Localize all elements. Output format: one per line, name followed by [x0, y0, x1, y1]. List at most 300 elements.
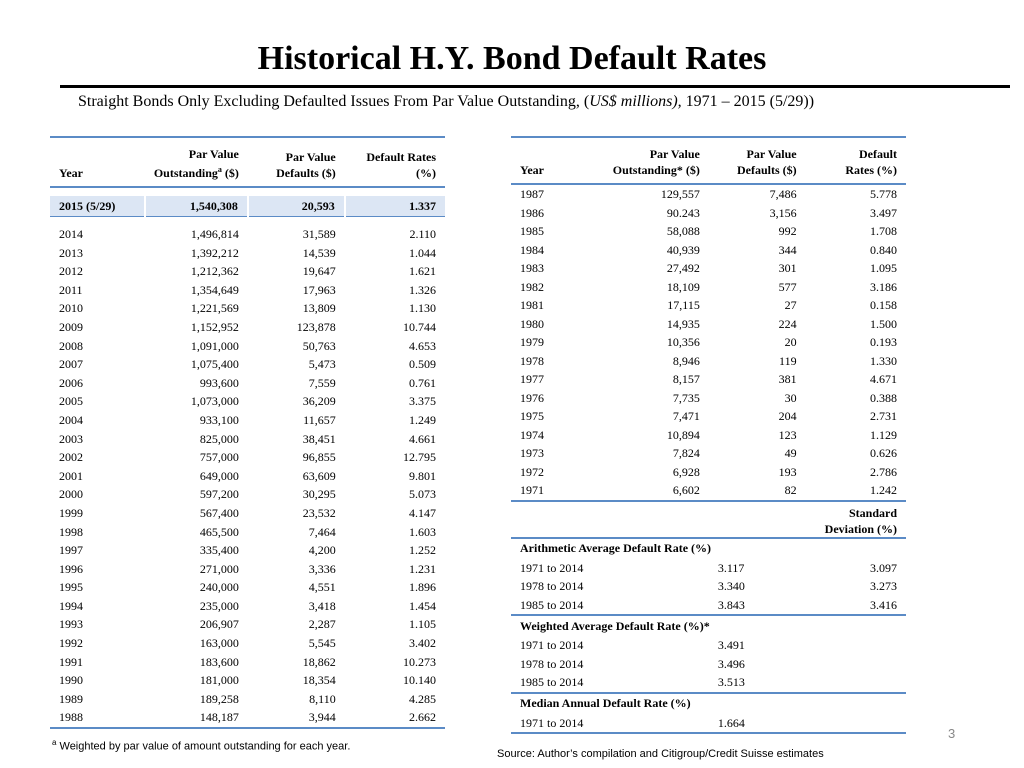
cell-outstanding: 757,000 — [199, 450, 239, 465]
cell-rate: 0.509 — [409, 357, 436, 372]
cell-value: 3.491 — [717, 638, 745, 652]
left-table-header — [50, 137, 445, 187]
cell-defaults: 4,551 — [308, 580, 336, 595]
cell-outstanding: 40,939 — [666, 242, 700, 257]
table-row — [511, 241, 906, 260]
table-row — [50, 225, 445, 244]
cell-outstanding: 10,894 — [666, 427, 700, 442]
cell-outstanding: 90.243 — [666, 205, 700, 220]
cell-defaults: 50,763 — [302, 338, 336, 353]
cell-outstanding: 1,212,362 — [190, 264, 239, 279]
cell-defaults: 119 — [779, 353, 797, 368]
col-header-default-rates-top: Default — [859, 147, 897, 161]
col-header-par-outstanding-bottom: Outstanding* ($) — [612, 163, 700, 177]
col-header-year: Year — [59, 166, 83, 180]
cell-defaults: 49 — [784, 446, 797, 460]
cell-outstanding: 189,258 — [199, 691, 239, 706]
cell-defaults: 18,862 — [302, 654, 336, 669]
cell-outstanding: 8,946 — [672, 353, 700, 368]
cell-rate: 1.621 — [409, 264, 436, 279]
cell-outstanding: 206,907 — [199, 617, 239, 632]
arithmetic-average-row — [511, 577, 906, 596]
cell-outstanding: 271,000 — [199, 561, 239, 576]
cell-defaults: 992 — [778, 224, 797, 238]
cell-outstanding: 465,500 — [199, 524, 239, 539]
highlight-row — [50, 196, 445, 217]
cell-outstanding: 6,602 — [604, 481, 709, 501]
cell-rate: 4.285 — [409, 691, 436, 706]
cell-year: 2003 — [59, 431, 83, 446]
cell-defaults: 36,209 — [302, 394, 336, 409]
cell-outstanding: 933,100 — [199, 412, 239, 427]
cell-defaults: 123 — [778, 427, 797, 442]
table-row — [50, 337, 445, 356]
cell-rate: 0.193 — [870, 335, 897, 349]
table-row — [511, 481, 906, 501]
cell-year: 1993 — [59, 617, 83, 632]
table-row — [50, 467, 445, 486]
cell-year: 2005 — [59, 394, 83, 409]
cell-period: 1985 to 2014 — [511, 596, 709, 616]
cell-defaults: 20 — [784, 335, 797, 349]
empty-cell — [806, 655, 906, 674]
weighted-average-row — [511, 673, 906, 693]
cell-value: 3.843 — [709, 596, 806, 616]
cell-outstanding: 825,000 — [199, 431, 239, 446]
cell-year: 1973 — [520, 446, 544, 460]
cell-defaults: 3,418 — [308, 598, 336, 613]
cell-year: 1989 — [59, 691, 83, 706]
cell-rate: 1.330 — [870, 353, 897, 368]
subtitle-suffix: 1971 – 2015 (5/29)) — [681, 93, 815, 110]
cell-year: 2009 — [59, 319, 83, 334]
col-header-par-defaults-bottom: Defaults ($) — [276, 166, 336, 180]
cell-rate: 5.073 — [409, 487, 436, 502]
cell-outstanding: 1,354,649 — [190, 282, 239, 297]
cell-year: 2008 — [59, 338, 83, 353]
cell-defaults: 14,539 — [302, 245, 336, 260]
std-dev-header — [806, 501, 906, 538]
cell-year: 1994 — [59, 598, 83, 613]
cell-year: 2002 — [59, 450, 83, 465]
table-row — [50, 708, 445, 728]
table-row — [511, 296, 906, 315]
table-row — [511, 278, 906, 297]
col-header-default-rates-top: Default Rates — [366, 150, 436, 164]
cell-defaults: 224 — [778, 316, 797, 331]
cell-defaults: 23,532 — [302, 505, 336, 520]
subtitle-prefix: Straight Bonds Only Excluding Defaulted Issues From Par Value Outstanding, ( — [78, 93, 590, 110]
cell-outstanding: 129,557 — [660, 187, 700, 201]
cell-year: 1988 — [50, 708, 145, 728]
subtitle-italic: US$ millions), — [589, 93, 682, 110]
cell-defaults: 3,156 — [769, 205, 797, 220]
col-header-par-defaults-bottom: Defaults ($) — [736, 163, 797, 177]
cell-outstanding: 235,000 — [199, 598, 239, 613]
left-default-table — [50, 136, 445, 729]
cell-outstanding: 335,400 — [199, 543, 239, 558]
table-row — [511, 204, 906, 223]
table-row — [50, 281, 445, 300]
cell-outstanding: 7,824 — [672, 446, 700, 460]
cell-defaults: 3,944 — [248, 708, 345, 728]
cell-period: 1978 to 2014 — [520, 656, 584, 671]
table-row — [511, 389, 906, 408]
footnote-marker: a — [52, 738, 57, 747]
cell-outstanding: 7,471 — [672, 409, 700, 423]
spacer-row — [50, 187, 445, 196]
cell-rate: 10.273 — [403, 654, 436, 669]
cell-std-dev: 3.097 — [870, 560, 897, 575]
cell-outstanding: 1,392,212 — [190, 245, 239, 260]
cell-rate: 1.249 — [409, 412, 436, 427]
cell-defaults: 344 — [778, 242, 797, 257]
table-row — [511, 426, 906, 445]
cell-defaults: 8,110 — [309, 691, 336, 706]
cell-rate: 10.140 — [403, 673, 436, 688]
cell-year: 2013 — [59, 245, 83, 260]
cell-rate: 1.500 — [870, 316, 897, 331]
cell-rate: 2.110 — [409, 227, 436, 241]
cell-rate: 2.786 — [870, 464, 897, 479]
median-annual-label-row — [511, 693, 906, 714]
table-row — [50, 671, 445, 690]
cell-year: 2015 (5/29) — [50, 196, 145, 217]
cell-rate: 1.326 — [409, 282, 436, 297]
cell-defaults: 577 — [778, 279, 797, 294]
table-row — [50, 597, 445, 616]
cell-rate: 1.337 — [345, 196, 445, 217]
cell-defaults: 30 — [784, 390, 797, 405]
cell-year: 1998 — [59, 524, 83, 539]
table-row — [50, 485, 445, 504]
cell-defaults: 4,200 — [308, 543, 336, 558]
cell-rate: 3.402 — [409, 636, 436, 651]
cell-outstanding: 183,600 — [199, 654, 239, 669]
cell-year: 2001 — [59, 468, 83, 483]
cell-defaults: 7,464 — [308, 524, 336, 539]
col-header-par-defaults-top: Par Value — [285, 150, 336, 164]
cell-defaults: 2,287 — [308, 617, 336, 632]
col-header-par-outstanding — [604, 137, 709, 184]
table-row — [50, 504, 445, 523]
cell-outstanding: 10,356 — [666, 335, 700, 349]
cell-value: 1.664 — [709, 714, 806, 734]
cell-rate: 4.653 — [409, 338, 436, 353]
table-row — [50, 448, 445, 467]
table-row — [50, 523, 445, 542]
weighted-average-row — [511, 655, 906, 674]
cell-defaults: 20,593 — [248, 196, 345, 217]
cell-rate: 1.708 — [870, 224, 897, 238]
cell-year: 2004 — [59, 412, 83, 427]
cell-rate: 4.147 — [409, 505, 436, 520]
cell-outstanding: 181,000 — [199, 673, 239, 688]
cell-defaults: 63,609 — [302, 468, 336, 483]
cell-year: 1979 — [520, 335, 544, 349]
table-row — [50, 355, 445, 374]
cell-defaults: 5,545 — [308, 636, 336, 651]
cell-year: 1997 — [59, 543, 83, 558]
std-dev-header-top: Standard — [848, 505, 897, 520]
cell-defaults: 18,354 — [302, 673, 336, 688]
cell-outstanding: 6,928 — [672, 464, 700, 479]
cell-rate: 1.252 — [409, 543, 436, 558]
cell-rate: 1.603 — [409, 524, 436, 539]
cell-defaults: 11,657 — [303, 412, 336, 427]
title-divider — [60, 85, 1010, 88]
cell-outstanding: 1,152,952 — [190, 319, 239, 334]
cell-year: 1995 — [59, 580, 83, 595]
cell-defaults: 17,963 — [302, 282, 336, 297]
cell-outstanding: 8,157 — [672, 372, 700, 386]
cell-defaults: 193 — [778, 464, 797, 479]
cell-period: 1985 to 2014 — [511, 673, 709, 693]
table-row — [50, 374, 445, 393]
median-annual-row — [511, 714, 906, 734]
cell-year: 1975 — [520, 409, 544, 423]
cell-outstanding: 567,400 — [199, 505, 239, 520]
cell-rate: 0.761 — [409, 375, 436, 390]
cell-rate: 4.661 — [409, 431, 436, 446]
cell-outstanding: 1,091,000 — [190, 338, 239, 353]
cell-rate: 12.795 — [403, 450, 436, 465]
cell-outstanding: 18,109 — [666, 279, 700, 294]
table-row — [50, 653, 445, 672]
cell-year: 1983 — [520, 261, 544, 275]
table-row — [50, 244, 445, 263]
col-header-default-rates-bottom: (%) — [416, 166, 436, 180]
cell-outstanding: 1,221,569 — [190, 301, 239, 316]
cell-value: 3.496 — [717, 656, 745, 671]
cell-year: 1974 — [520, 427, 544, 442]
cell-rate: 0.158 — [870, 298, 897, 312]
cell-defaults: 7,486 — [769, 187, 797, 201]
arithmetic-average-row — [511, 559, 906, 578]
cell-rate: 1.231 — [409, 561, 436, 576]
cell-year: 1977 — [520, 372, 544, 386]
col-header-par-defaults — [709, 137, 806, 184]
cell-defaults: 204 — [778, 409, 797, 423]
cell-rate: 4.671 — [870, 372, 897, 386]
col-header-par-outstanding-bottom: Outstanding — [153, 166, 218, 180]
cell-outstanding: 27,492 — [666, 261, 700, 275]
median-annual-label: Median Annual Default Rate (%) — [511, 693, 906, 714]
weighted-average-label: Weighted Average Default Rate (%)* — [511, 615, 906, 636]
table-row — [50, 392, 445, 411]
cell-value: 3.340 — [717, 579, 745, 593]
footnote — [52, 738, 350, 753]
cell-outstanding: 993,600 — [199, 375, 239, 390]
cell-outstanding: 1,496,814 — [190, 227, 239, 241]
cell-outstanding: 14,935 — [666, 316, 700, 331]
col-header-year: Year — [520, 163, 544, 177]
cell-defaults: 19,647 — [302, 264, 336, 279]
cell-defaults: 31,589 — [302, 227, 336, 241]
std-dev-header-bottom: Deviation (%) — [824, 521, 897, 536]
table-row — [50, 299, 445, 318]
cell-rate: 3.186 — [870, 279, 897, 294]
cell-outstanding: 17,115 — [667, 298, 700, 312]
col-header-superscript: a — [217, 165, 222, 174]
cell-period: 1971 to 2014 — [520, 560, 584, 575]
cell-rate: 0.840 — [870, 242, 897, 257]
table-row — [511, 184, 906, 204]
cell-defaults: 5,473 — [308, 357, 336, 372]
cell-defaults: 96,855 — [302, 450, 336, 465]
source-note: Source: Author’s compilation and Citigroup/Credit Suisse estimates — [497, 748, 824, 760]
cell-rate: 1.454 — [409, 598, 436, 613]
cell-year: 1985 — [520, 224, 544, 238]
cell-year: 1987 — [520, 187, 544, 201]
arithmetic-average-label: Arithmetic Average Default Rate (%) — [511, 538, 906, 559]
footnote-text: Weighted by par value of amount outstanding for each year. — [56, 740, 351, 753]
cell-year: 2012 — [59, 264, 83, 279]
cell-rate: 0.626 — [870, 446, 897, 460]
cell-rate: 5.778 — [870, 187, 897, 201]
col-header-par-defaults-top: Par Value — [746, 147, 797, 161]
table-row — [511, 222, 906, 241]
cell-defaults: 27 — [784, 298, 797, 312]
empty-cell — [806, 636, 906, 655]
cell-outstanding: 58,088 — [666, 224, 700, 238]
empty-cell — [511, 501, 806, 538]
cell-year: 1978 — [520, 353, 544, 368]
page-title: Historical H.Y. Bond Default Rates — [257, 40, 767, 77]
cell-rate: 3.497 — [870, 205, 897, 220]
weighted-average-label-row — [511, 615, 906, 636]
table-row — [50, 578, 445, 597]
cell-std-dev: 3.273 — [870, 579, 897, 593]
table-row — [511, 259, 906, 278]
cell-period: 1971 to 2014 — [520, 638, 584, 652]
cell-year: 1980 — [520, 316, 544, 331]
page-number: 3 — [948, 726, 956, 741]
cell-outstanding: 1,075,400 — [190, 357, 239, 372]
cell-outstanding: 7,735 — [672, 390, 700, 405]
cell-outstanding: 240,000 — [199, 580, 239, 595]
table-row — [50, 411, 445, 430]
cell-rate: 9.801 — [409, 468, 436, 483]
cell-outstanding: 649,000 — [199, 468, 239, 483]
empty-cell — [806, 673, 906, 693]
arithmetic-average-label-row — [511, 538, 906, 559]
cell-rate: 1.095 — [870, 261, 897, 275]
col-header-par-outstanding-top: Par Value — [188, 147, 239, 161]
cell-defaults: 13,809 — [302, 301, 336, 316]
col-header-default-rates — [345, 137, 445, 187]
table-row — [50, 262, 445, 281]
cell-defaults: 381 — [778, 372, 797, 386]
col-header-default-rates — [806, 137, 906, 184]
cell-defaults: 301 — [778, 261, 797, 275]
cell-rate: 1.896 — [409, 580, 436, 595]
cell-defaults: 123,878 — [296, 319, 336, 334]
cell-rate: 1.130 — [409, 301, 436, 316]
cell-year: 2007 — [59, 357, 83, 372]
cell-value: 3.513 — [709, 673, 806, 693]
cell-rate: 1.044 — [409, 245, 436, 260]
table-row — [50, 615, 445, 634]
table-row — [511, 444, 906, 463]
cell-defaults: 82 — [709, 481, 806, 501]
cell-outstanding: 148,187 — [145, 708, 248, 728]
table-row — [511, 315, 906, 334]
cell-year: 1984 — [520, 242, 544, 257]
cell-year: 2006 — [59, 375, 83, 390]
std-dev-header-row — [511, 501, 906, 538]
col-header-par-outstanding-unit: ($) — [221, 166, 239, 180]
table-row — [511, 333, 906, 352]
page-subtitle — [78, 92, 1018, 112]
cell-rate: 2.731 — [870, 409, 897, 423]
cell-year: 1990 — [59, 673, 83, 688]
cell-period: 1971 to 2014 — [511, 714, 709, 734]
cell-year: 1991 — [59, 654, 83, 669]
cell-rate: 1.129 — [870, 427, 897, 442]
cell-rate: 1.242 — [806, 481, 906, 501]
table-row — [511, 463, 906, 482]
cell-std-dev: 3.416 — [806, 596, 906, 616]
cell-period: 1978 to 2014 — [520, 579, 584, 593]
cell-rate: 0.388 — [870, 390, 897, 405]
cell-year: 1972 — [520, 464, 544, 479]
cell-outstanding: 1,073,000 — [190, 394, 239, 409]
empty-cell — [806, 714, 906, 734]
cell-rate: 10.744 — [403, 319, 436, 334]
cell-outstanding: 163,000 — [199, 636, 239, 651]
table-row — [50, 560, 445, 579]
cell-year: 2011 — [59, 282, 83, 297]
cell-year: 1992 — [59, 636, 83, 651]
col-header-par-defaults — [248, 137, 345, 187]
table-row — [511, 370, 906, 389]
cell-year: 1996 — [59, 561, 83, 576]
table-row — [50, 541, 445, 560]
cell-rate: 3.375 — [409, 394, 436, 409]
cell-year: 2010 — [59, 301, 83, 316]
cell-year: 1986 — [520, 205, 544, 220]
cell-defaults: 3,336 — [308, 561, 336, 576]
cell-defaults: 7,559 — [308, 375, 336, 390]
cell-defaults: 30,295 — [302, 487, 336, 502]
cell-year: 1976 — [520, 390, 544, 405]
col-header-par-outstanding-top: Par Value — [649, 147, 700, 161]
cell-value: 3.117 — [717, 560, 745, 575]
cell-year: 1982 — [520, 279, 544, 294]
cell-rate: 1.105 — [409, 617, 436, 632]
right-default-table — [511, 136, 906, 734]
table-row — [511, 352, 906, 371]
spacer-row — [50, 217, 445, 226]
table-row — [50, 430, 445, 449]
cell-year: 1971 — [511, 481, 604, 501]
arithmetic-average-row — [511, 596, 906, 616]
cell-year: 2000 — [59, 487, 83, 502]
cell-outstanding: 597,200 — [199, 487, 239, 502]
cell-year: 1999 — [59, 505, 83, 520]
col-header-par-outstanding — [145, 137, 248, 187]
cell-defaults: 38,451 — [302, 431, 336, 446]
cell-outstanding: 1,540,308 — [145, 196, 248, 217]
cell-year: 1981 — [520, 298, 544, 312]
table-row — [50, 318, 445, 337]
col-header-default-rates-bottom: Rates (%) — [845, 163, 897, 177]
right-table-header — [511, 137, 906, 184]
cell-year: 2014 — [59, 227, 83, 241]
cell-rate: 2.662 — [345, 708, 445, 728]
table-row — [511, 407, 906, 426]
